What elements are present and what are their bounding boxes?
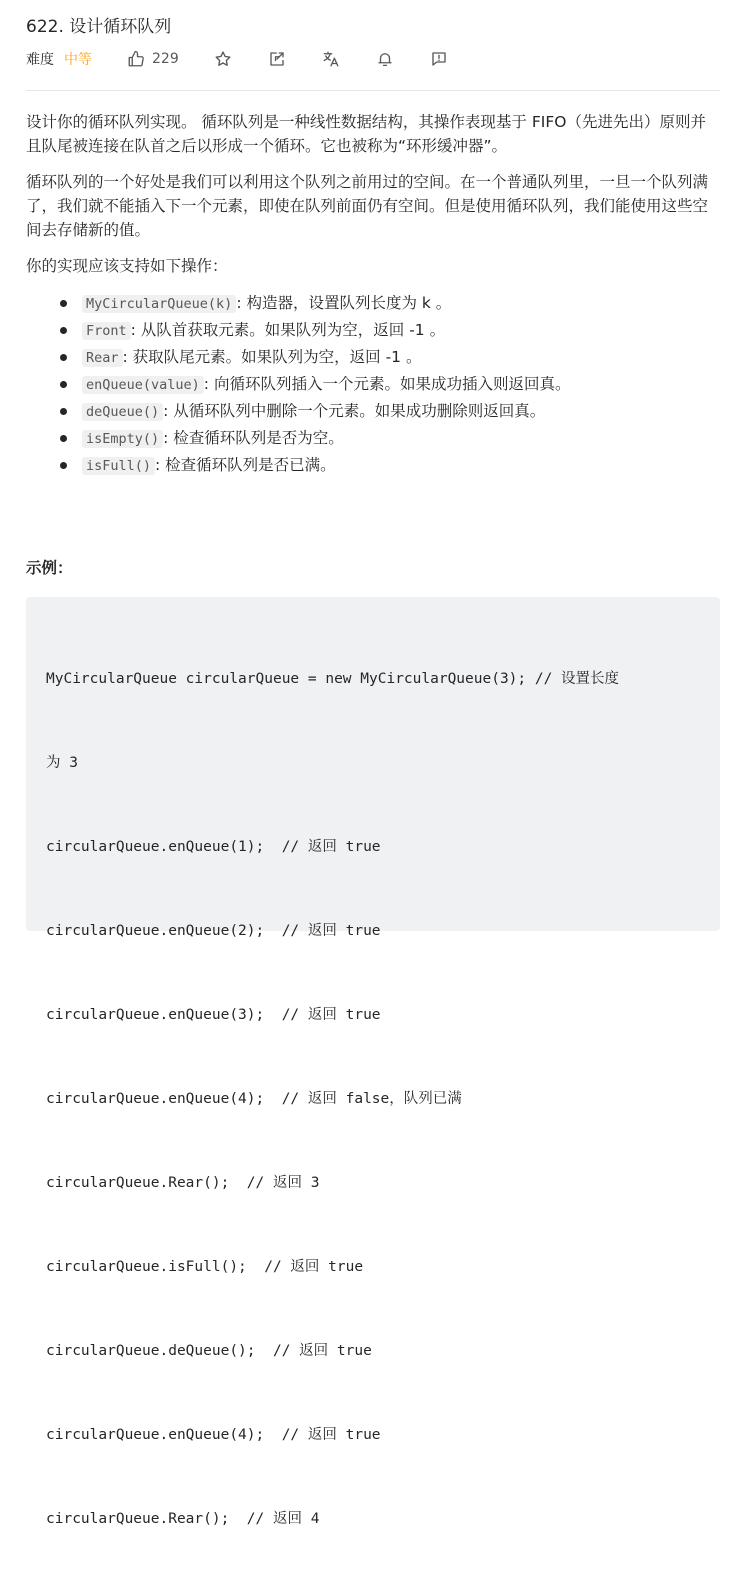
operation-text: : 从队首获取元素。如果队列为空，返回 -1 。 (130, 321, 446, 339)
problem-title: 622. 设计循环队列 (26, 17, 172, 37)
header-divider (26, 90, 720, 91)
problem-description (26, 110, 720, 479)
bell-icon[interactable] (375, 49, 395, 69)
code-line: circularQueue.enQueue(4); // 返回 false，队列已满 (46, 1091, 462, 1107)
code-line: circularQueue.enQueue(1); // 返回 true (46, 839, 381, 855)
inline-code: deQueue() (82, 403, 163, 421)
code-line: circularQueue.Rear(); // 返回 4 (46, 1511, 320, 1527)
star-icon[interactable] (213, 49, 233, 69)
operation-text: : 检查循环队列是否为空。 (163, 429, 344, 447)
code-line: 为 3 (46, 755, 78, 771)
operation-text: : 构造器，设置队列长度为 k 。 (236, 294, 452, 312)
operation-text: : 向循环队列插入一个元素。如果成功插入则返回真。 (203, 375, 571, 393)
list-item (82, 290, 720, 317)
inline-code: isFull() (82, 457, 155, 475)
list-item (82, 344, 720, 371)
list-item (82, 425, 720, 452)
example-title: 示例： (26, 559, 73, 577)
inline-code: isEmpty() (82, 430, 163, 448)
description-paragraph-1: 设计你的循环队列实现。 循环队列是一种线性数据结构，其操作表现基于 FIFO（先进先出）原则并且队尾被连接在队首之后以形成一个循环。它也被称为“环形缓冲器”。 (26, 113, 706, 155)
code-line: circularQueue.isFull(); // 返回 true (46, 1259, 364, 1275)
code-line: circularQueue.enQueue(4); // 返回 true (46, 1427, 381, 1443)
operation-text: : 获取队尾元素。如果队列为空，返回 -1 。 (122, 348, 422, 366)
code-line: circularQueue.enQueue(2); // 返回 true (46, 923, 381, 939)
list-item (82, 371, 720, 398)
like-button[interactable] (126, 49, 179, 69)
code-line: circularQueue.Rear(); // 返回 3 (46, 1175, 320, 1191)
code-line: circularQueue.deQueue(); // 返回 true (46, 1343, 372, 1359)
list-item (82, 317, 720, 344)
difficulty-label: 难度 (26, 52, 54, 68)
code-line: circularQueue.enQueue(3); // 返回 true (46, 1007, 381, 1023)
feedback-icon[interactable] (429, 49, 449, 69)
share-icon[interactable] (267, 49, 287, 69)
difficulty-value: 中等 (64, 52, 92, 68)
inline-code: Rear (82, 349, 123, 367)
inline-code: Front (82, 322, 131, 340)
translate-icon[interactable] (321, 49, 341, 69)
inline-code: MyCircularQueue(k) (82, 295, 236, 313)
thumbs-up-icon (126, 49, 146, 69)
list-item (82, 452, 720, 479)
operation-text: : 从循环队列中删除一个元素。如果成功删除则返回真。 (163, 402, 546, 420)
example-code-block (26, 597, 720, 1527)
description-paragraph-3: 你的实现应该支持如下操作： (26, 257, 228, 275)
problem-meta-bar (26, 46, 449, 72)
inline-code: enQueue(value) (82, 376, 204, 394)
list-item (82, 398, 720, 425)
like-count: 229 (152, 51, 179, 67)
code-line: MyCircularQueue circularQueue = new MyCircularQueue(3); // 设置长度 (46, 671, 620, 687)
operations-list (26, 290, 720, 479)
description-paragraph-2: 循环队列的一个好处是我们可以利用这个队列之前用过的空间。在一个普通队列里，一旦一个队列满了，我们就不能插入下一个元素，即使在队列前面仍有空间。但是使用循环队列，我们能使用这些空间去存储新的值。 (26, 173, 709, 239)
operation-text: : 检查循环队列是否已满。 (155, 456, 336, 474)
